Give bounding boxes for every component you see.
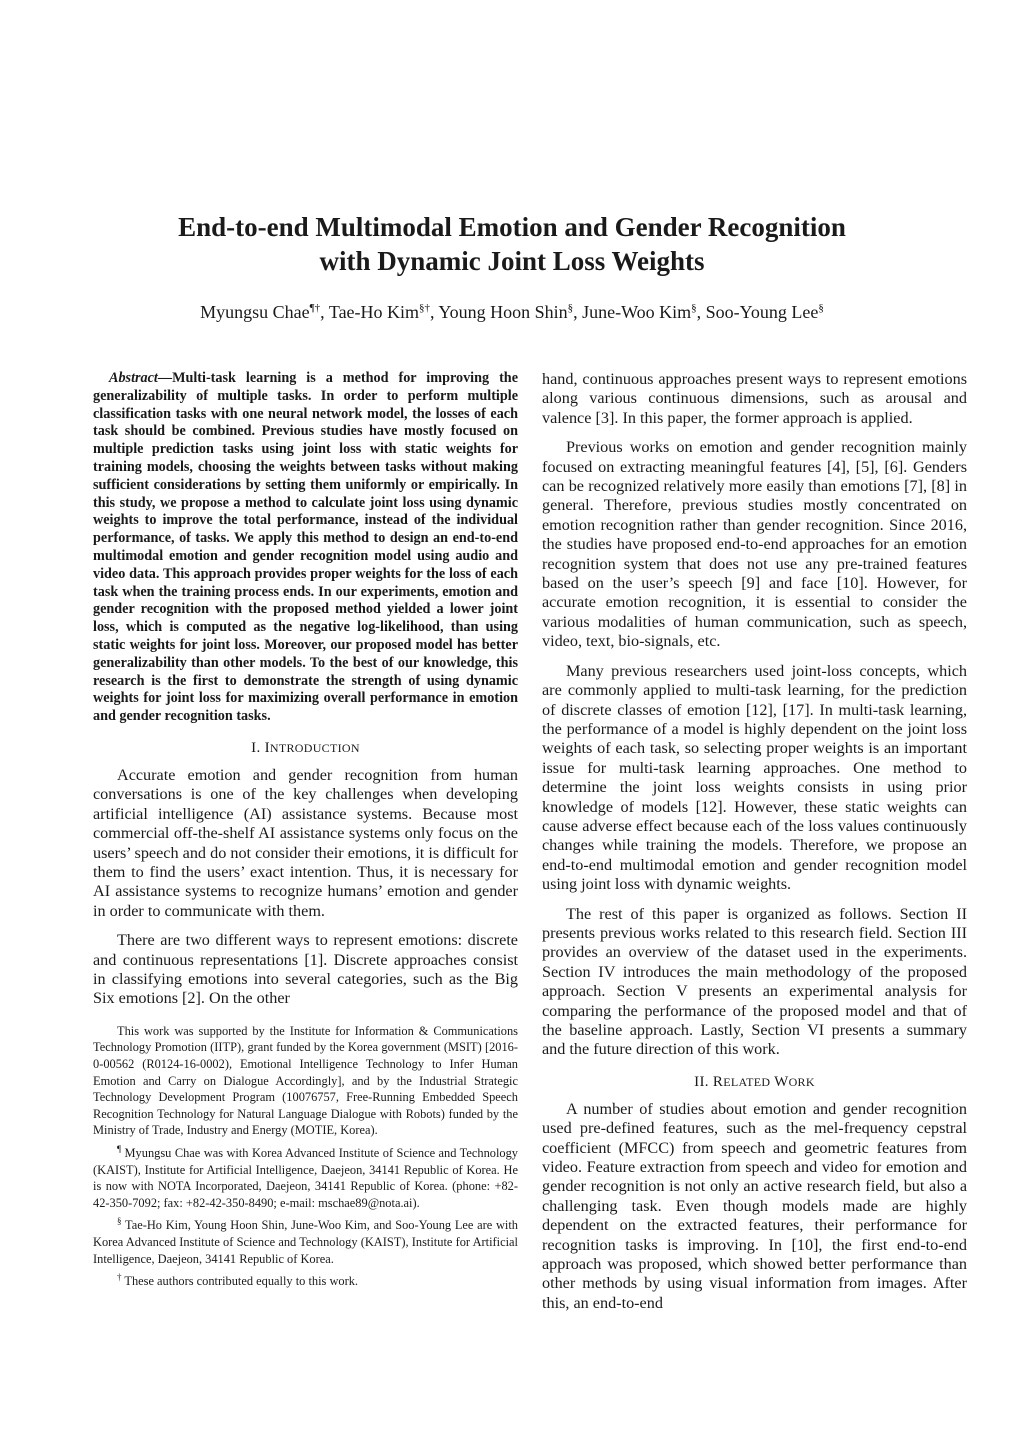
author-name: Young Hoon Shin bbox=[438, 302, 568, 322]
section-number: I. bbox=[251, 739, 261, 756]
section-title-rest: NTRODUCTION bbox=[269, 740, 360, 755]
author-mark: ¶† bbox=[309, 302, 321, 314]
abstract-text: —Multi-task learning is a method for improving the generalizability of multiple tasks. In order to perform multiple classification tasks with one neural network model, the losses of each task should be combined. Previous studies have mostly focused on multiple prediction tasks using joint loss with static weights for training models, choosing the weights between tasks without making sufficient considerations by setting them uniformly or empirically. In this study, we propose a method to calculate joint loss using dynamic weights to improve the total performance, instead of the individual performance, of tasks. We apply this method to design an end-to-end multimodal emotion and gender recognition model using audio and video data. This approach provides proper weights for the loss of each task when the training process ends. In our experiments, emotion and gender recognition with the proposed method yielded a lower joint loss, which is computed as the negative log-likelihood, than using static weights for joint loss. Moreover, our proposed model has better generalizability than other models. To the best of our knowledge, this research is the first to demonstrate the strength of using dynamic weights for joint loss for maximizing overall performance in emotion and gender recognition tasks. bbox=[93, 370, 518, 725]
title-line-2: with Dynamic Joint Loss Weights bbox=[319, 246, 705, 276]
author-name: Tae-Ho Kim bbox=[328, 302, 420, 322]
footnote-mark: § bbox=[117, 1216, 122, 1227]
footnote-chae bbox=[93, 1145, 518, 1211]
author-name: June-Woo Kim bbox=[582, 302, 692, 322]
intro-paragraph-4: Many previous researchers used joint-loss concepts, which are commonly applied to multi-task learning, for the prediction of discrete classes of emotion [12], [17]. In multi-task learning, the performance of a model is highly dependent on the joint loss weights of each task, so selecting proper weights is an important issue for multi-task learning approaches. One method to determine the joint loss weights consists in using prior knowledge of models [12]. However, these static weights can cause adverse effect because each of the loss values continuously changes while training the models. Therefore, we propose an end-to-end multimodal emotion and gender recognition model using joint loss with dynamic weights. bbox=[542, 661, 967, 894]
section-heading-related-work bbox=[542, 1072, 967, 1092]
section-title-rest: ORK bbox=[788, 1074, 815, 1089]
right-column bbox=[542, 370, 967, 1323]
author-mark: §† bbox=[419, 302, 431, 314]
author-mark: § bbox=[818, 302, 824, 314]
author-name: Soo-Young Lee bbox=[705, 302, 819, 322]
intro-paragraph-2: There are two different ways to represent emotions: discrete and continuous representations [1]. Discrete approaches consist in classifying emotions into several categories, such as the Big Six emotions [2]. On the other bbox=[93, 931, 518, 1008]
section-title-rest: ELATED bbox=[723, 1074, 771, 1089]
abstract-lead: Abstract bbox=[109, 370, 158, 386]
footnote-funding: This work was supported by the Institute for Information & Communications Technology Promotion (IITP), grant funded by the Korea government (MSIT) [2016-0-00562 (R0124-16-0002), Emotional Intelligence Technology to Infer Human Emotion and Carry on Dialogue Accordingly], and by the Industrial Strategic Technology Development Program (10076757, Free-Running Embedded Speech Recognition Technology for Natural Language Dialogue with Robots) funded by the Ministry of Trade, Industry and Energy (MOTIE, Korea). bbox=[93, 1023, 518, 1138]
author-list: Myungsu Chae¶†, Tae-Ho Kim§†, Young Hoon Shin§, June-Woo Kim§, Soo-Young Lee§ bbox=[200, 302, 824, 322]
author-mark: § bbox=[567, 302, 574, 314]
footnote-kaist bbox=[93, 1217, 518, 1267]
author-name: Myungsu Chae bbox=[200, 302, 310, 322]
related-work-paragraph-1: A number of studies about emotion and gender recognition used pre-defined features, such as the mel-frequency cepstral coefficient (MFCC) from speech and geometric features from video. Feature extraction from speech and video for emotion and gender recognition is not only an active research field, but also a challenging task. Even though models made are highly dependent on the extracted features, their performance for recognition tasks is improving. In [10], the first end-to-end approach was proposed, which showed better performance than other methods by using visual information from images. After this, an end-to-end bbox=[542, 1099, 967, 1312]
title-line-1: End-to-end Multimodal Emotion and Gender Recognition bbox=[178, 212, 846, 242]
section-title-initial: I bbox=[264, 739, 270, 756]
footnote-text: Tae-Ho Kim, Young Hoon Shin, June-Woo Kim, and Soo-Young Lee are with Korea Advanced Institute of Science and Technology (KAIST), Institute for Artificial Intelligence, Daejeon, 34141 Republic of Korea. bbox=[93, 1218, 518, 1266]
footnotes bbox=[93, 1023, 518, 1290]
author-mark: § bbox=[691, 302, 697, 314]
intro-paragraph-5: The rest of this paper is organized as follows. Section II presents previous works related to this research field. Section III provides an overview of the dataset used in the experiments. Section IV introduces the main methodology of the proposed approach. Section V presents an experimental analysis for comparing the performance of the proposed model and that of the baseline approach. Lastly, Section VI presents a summary and the future direction of this work. bbox=[542, 904, 967, 1059]
footnote-equal-contribution bbox=[93, 1273, 518, 1290]
intro-paragraph-1: Accurate emotion and gender recognition from human conversations is one of the key challenges when developing artificial intelligence (AI) assistance systems. Because most commercial off-the-shelf AI assistance systems only focus on the users’ speech and do not consider their emotions, it is difficult for them to find the users’ exact intention. Thus, it is necessary for AI assistance systems to recognize humans’ emotion and gender in order to communicate with them. bbox=[93, 765, 518, 920]
section-title-initial: W bbox=[774, 1073, 789, 1090]
footnote-text: These authors contributed equally to this work. bbox=[121, 1274, 359, 1289]
footnote-mark: † bbox=[117, 1272, 122, 1282]
intro-paragraph-2-continued: hand, continuous approaches present ways to represent emotions along various continuous dimensions, such as arousal and valence [3]. In this paper, the former approach is applied. bbox=[542, 370, 967, 427]
intro-paragraph-3: Previous works on emotion and gender recognition mainly focused on extracting meaningful features [4], [5], [6]. Genders can be recognized relatively more easily than emotions [7], [8] in general. Therefore, previous studies mostly concentrated on emotion recognition rather than gender recognition. Since 2016, the studies have proposed end-to-end approaches for an emotion recognition system that does not use any pre-trained features based on the user’s speech [9] and face [10]. However, for accurate emotion recognition, it is essential to consider the various modalities of human communication, such as speech, video, text, bio-signals, etc. bbox=[542, 438, 967, 651]
abstract bbox=[93, 370, 518, 726]
footnote-text: Myungsu Chae was with Korea Advanced Institute of Science and Technology (KAIST), Institute for Artificial Intelligence, Daejeon, 34141 Republic of Korea. He is now with NOTA Incorporated, Daejeon, 34141 Republic of Korea. (phone: +82-42-350-7092; fax: +82-42-350-8490; e-mail: mschae89@nota.ai). bbox=[93, 1145, 518, 1210]
section-heading-introduction bbox=[93, 738, 518, 758]
footnote-mark: ¶ bbox=[117, 1143, 122, 1154]
section-title-initial: R bbox=[712, 1073, 724, 1090]
section-number: II. bbox=[694, 1073, 709, 1090]
left-column bbox=[93, 370, 518, 1296]
paper-title bbox=[0, 210, 1024, 278]
